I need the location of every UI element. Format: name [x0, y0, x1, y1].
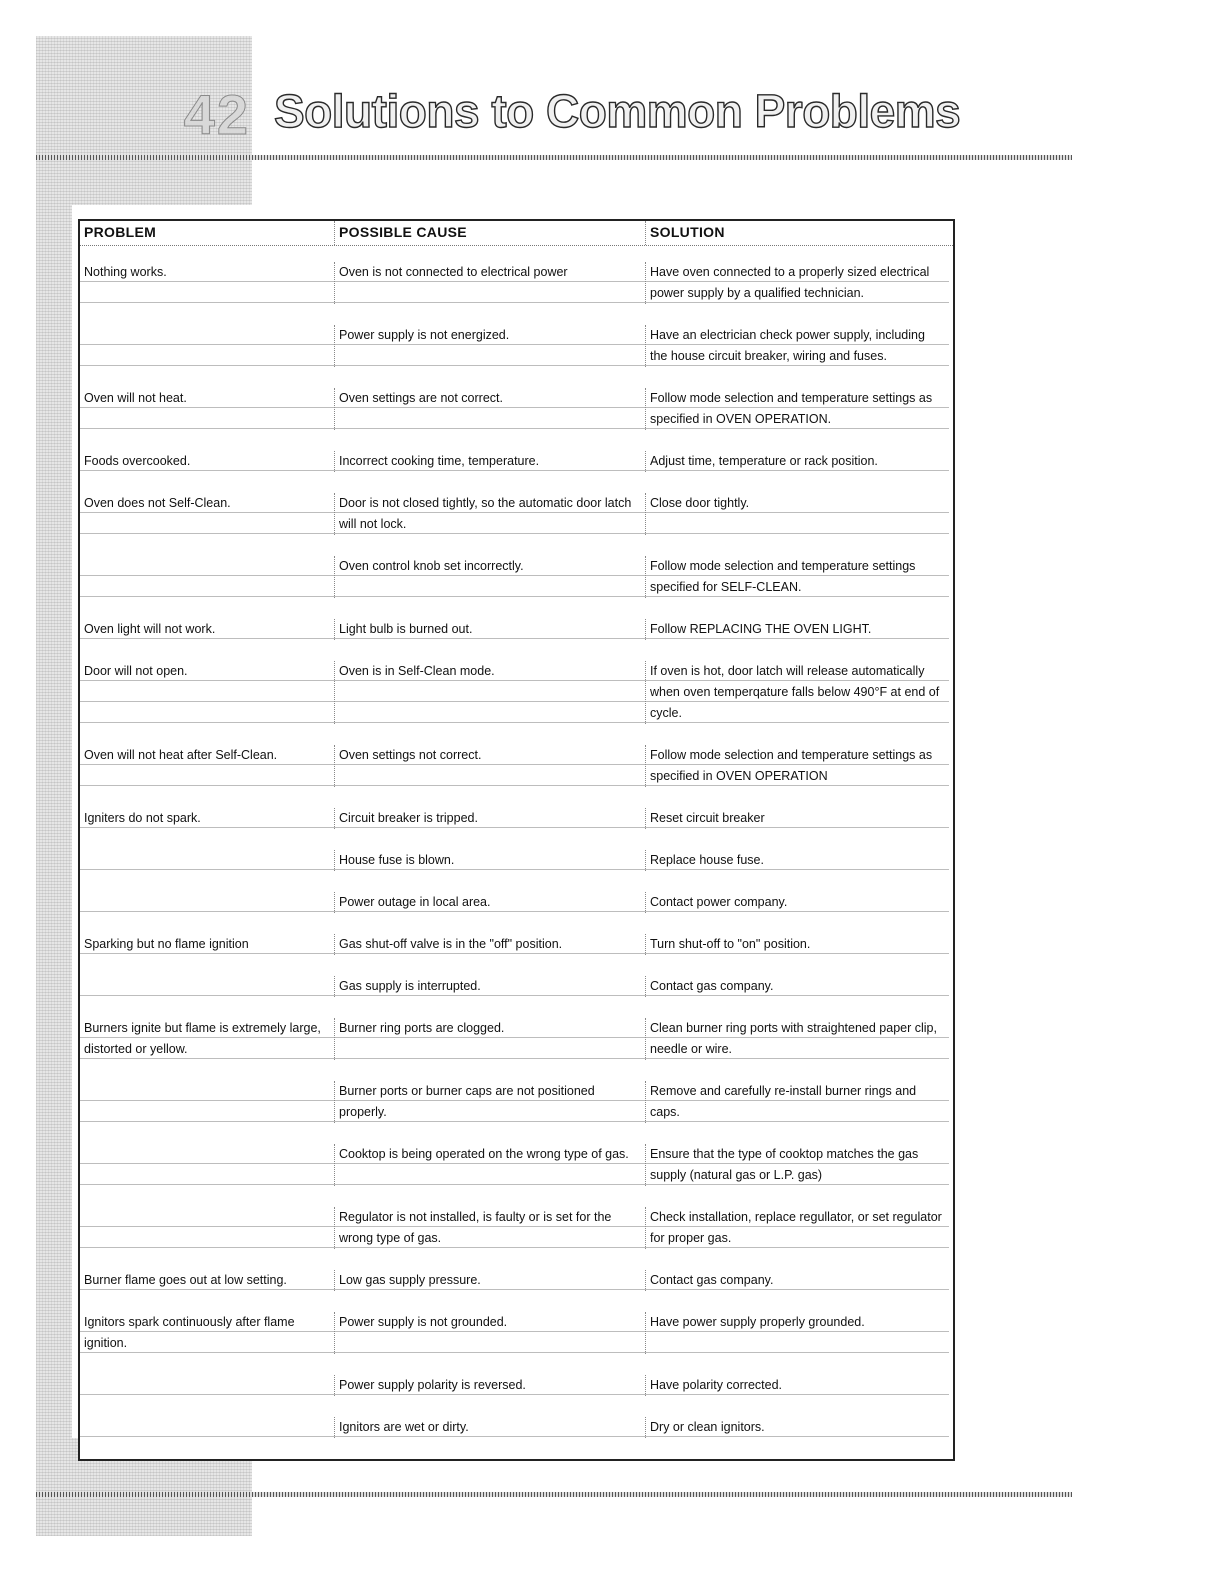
table-row: [80, 976, 953, 997]
table-row: [80, 850, 953, 871]
cause-cell: Incorrect cooking time, temperature.: [335, 451, 646, 472]
cause-cell: Oven control knob set incorrectly.: [335, 556, 646, 598]
solution-cell: Close door tightly.: [646, 493, 949, 535]
solution-cell: Follow mode selection and temperature settings as specified in OVEN OPERATION: [646, 745, 949, 787]
table-row: [80, 934, 953, 955]
cause-cell: Gas supply is interrupted.: [335, 976, 646, 997]
header-solution: SOLUTION: [650, 224, 725, 240]
solution-cell: Contact gas company.: [646, 1270, 949, 1291]
table-row: [80, 1018, 953, 1060]
problem-cell: [80, 556, 335, 598]
table-row: [80, 388, 953, 430]
cause-cell: Oven settings not correct.: [335, 745, 646, 787]
table-row: [80, 661, 953, 724]
table-row: [80, 892, 953, 913]
problem-cell: Burners ignite but flame is extremely large, distorted or yellow.: [80, 1018, 335, 1060]
solution-cell: Ensure that the type of cooktop matches the gas supply (natural gas or L.P. gas): [646, 1144, 949, 1186]
cause-cell: Cooktop is being operated on the wrong type of gas.: [335, 1144, 646, 1186]
table-row: [80, 808, 953, 829]
solution-cell: Contact gas company.: [646, 976, 949, 997]
table-row: [80, 1207, 953, 1249]
solution-cell: If oven is hot, door latch will release automatically when oven temperqature falls below 490°F at end of cycle.: [646, 661, 949, 724]
solution-cell: Clean burner ring ports with straightened paper clip, needle or wire.: [646, 1018, 949, 1060]
problem-cell: [80, 892, 335, 913]
cause-cell: Power supply is not energized.: [335, 325, 646, 367]
solution-cell: Have polarity corrected.: [646, 1375, 949, 1396]
solution-cell: Check installation, replace regullator, or set regulator for proper gas.: [646, 1207, 949, 1249]
problem-cell: Igniters do not spark.: [80, 808, 335, 829]
problem-cell: [80, 1417, 335, 1438]
problem-cell: Sparking but no flame ignition: [80, 934, 335, 955]
table-row: [80, 493, 953, 535]
cause-cell: Oven is not connected to electrical power: [335, 262, 646, 304]
solution-cell: Follow mode selection and temperature settings specified for SELF-CLEAN.: [646, 556, 949, 598]
problem-cell: Foods overcooked.: [80, 451, 335, 472]
table-row: [80, 619, 953, 640]
cause-cell: Light bulb is burned out.: [335, 619, 646, 640]
cause-cell: Power supply polarity is reversed.: [335, 1375, 646, 1396]
solution-cell: Contact power company.: [646, 892, 949, 913]
cause-cell: House fuse is blown.: [335, 850, 646, 871]
troubleshooting-table: [78, 219, 955, 1461]
cause-cell: Door is not closed tightly, so the automatic door latch will not lock.: [335, 493, 646, 535]
problem-cell: [80, 976, 335, 997]
cause-cell: Oven settings are not correct.: [335, 388, 646, 430]
table-row: [80, 1312, 953, 1354]
problem-cell: Oven does not Self-Clean.: [80, 493, 335, 535]
footer-rule: [36, 1492, 1072, 1497]
cause-cell: Burner ports or burner caps are not positioned properly.: [335, 1081, 646, 1123]
cause-cell: Regulator is not installed, is faulty or is set for the wrong type of gas.: [335, 1207, 646, 1249]
problem-cell: [80, 1375, 335, 1396]
problem-cell: [80, 850, 335, 871]
page-number: 42: [183, 83, 250, 146]
solution-cell: Reset circuit breaker: [646, 808, 949, 829]
table-row: [80, 262, 953, 304]
table-row: [80, 1081, 953, 1123]
problem-cell: Nothing works.: [80, 262, 335, 304]
table-header: [80, 221, 953, 246]
cause-cell: Power outage in local area.: [335, 892, 646, 913]
problem-cell: [80, 1081, 335, 1123]
solution-cell: Follow REPLACING THE OVEN LIGHT.: [646, 619, 949, 640]
header-problem: PROBLEM: [80, 221, 335, 245]
problem-cell: Oven light will not work.: [80, 619, 335, 640]
table-row: [80, 556, 953, 598]
table-row: [80, 1270, 953, 1291]
table-body: [80, 262, 953, 1438]
problem-cell: Burner flame goes out at low setting.: [80, 1270, 335, 1291]
solution-cell: Have an electrician check power supply, including the house circuit breaker, wiring and fuses.: [646, 325, 949, 367]
solution-cell: Adjust time, temperature or rack position.: [646, 451, 949, 472]
cause-cell: Oven is in Self-Clean mode.: [335, 661, 646, 724]
table-row: [80, 1144, 953, 1186]
page-title: Solutions to Common Problems: [274, 85, 961, 137]
problem-cell: Oven will not heat.: [80, 388, 335, 430]
solution-cell: Turn shut-off to "on" position.: [646, 934, 949, 955]
table-row: [80, 1375, 953, 1396]
cause-cell: Low gas supply pressure.: [335, 1270, 646, 1291]
problem-cell: Ignitors spark continuously after flame ignition.: [80, 1312, 335, 1354]
header-rule: [36, 155, 1072, 160]
problem-cell: [80, 325, 335, 367]
cause-cell: Ignitors are wet or dirty.: [335, 1417, 646, 1438]
solution-cell: Have oven connected to a properly sized electrical power supply by a qualified technician.: [646, 262, 949, 304]
solution-cell: Replace house fuse.: [646, 850, 949, 871]
table-row: [80, 325, 953, 367]
cause-cell: Circuit breaker is tripped.: [335, 808, 646, 829]
header-possible-cause: POSSIBLE CAUSE: [335, 221, 646, 245]
solution-cell: Have power supply properly grounded.: [646, 1312, 949, 1354]
problem-cell: [80, 1144, 335, 1186]
table-row: [80, 451, 953, 472]
solution-cell: Dry or clean ignitors.: [646, 1417, 949, 1438]
cause-cell: Power supply is not grounded.: [335, 1312, 646, 1354]
solution-cell: Remove and carefully re-install burner rings and caps.: [646, 1081, 949, 1123]
cause-cell: Gas shut-off valve is in the "off" position.: [335, 934, 646, 955]
table-row: [80, 745, 953, 787]
problem-cell: Oven will not heat after Self-Clean.: [80, 745, 335, 787]
problem-cell: [80, 1207, 335, 1249]
problem-cell: Door will not open.: [80, 661, 335, 724]
table-row: [80, 1417, 953, 1438]
cause-cell: Burner ring ports are clogged.: [335, 1018, 646, 1060]
solution-cell: Follow mode selection and temperature settings as specified in OVEN OPERATION.: [646, 388, 949, 430]
